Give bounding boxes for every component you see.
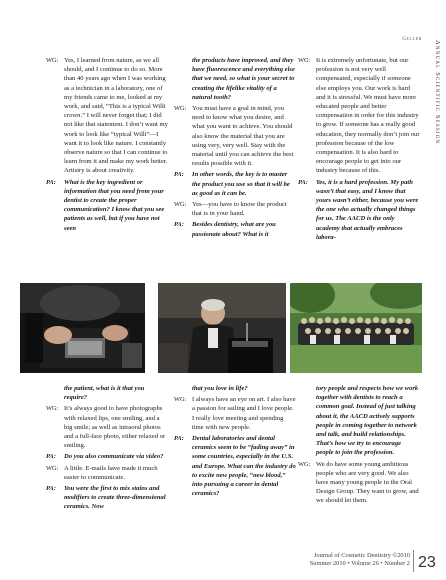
entry-text: that you love in life? xyxy=(192,385,248,392)
interview-entry xyxy=(174,56,296,102)
entry-text: You must have a goal in mind, you need to know what you desire, and what you want to achieve. You should also know the material that you are using very, very well. Stay with the material until you can achieve the best results possible with it. xyxy=(192,105,294,168)
entry-text: Yes, it is a hard profession. My path wasn’t that easy, and I know that yours wasn’t either, because you were the one who actually changed things for us. The AACD is the only academy that actually embraces labora- xyxy=(316,178,419,241)
entry-text: Yes—you have to know the product that is in your hand. xyxy=(192,201,287,218)
speaker-label xyxy=(174,56,192,102)
top-column-3 xyxy=(298,56,420,242)
interview-entry xyxy=(46,464,168,482)
footer-issue: Summer 2010 • Volume 26 • Number 2 xyxy=(309,560,410,568)
interview-entry xyxy=(174,170,296,198)
entry-text: Dental laboratories and dental ceramics seem to be “fading away” in some countries, especially in the U.S. and Europe. What can the industry do to excite new people, “new blood,” into pursuing a career in dental ceramics? xyxy=(192,435,296,498)
speaker-label: WG: xyxy=(46,405,59,413)
entry-text: Do you also communicate via video? xyxy=(64,453,164,461)
page-number: 23 xyxy=(418,554,436,571)
speaker-label: PA: xyxy=(174,435,184,443)
bottom-column-2 xyxy=(174,384,296,498)
entry-text: What is the key ingredient or information that you need from your dentist to create the proper communication? I know that you see patients as well, but if you have not seen xyxy=(64,178,165,232)
entry-text: Yes, I learned from nature, as we all should, and I continue to do so. More than 40 years ago when I was working as a technician in a laboratory, one of my friends came to me, looked at my work, and said, “This is a typical Willi crown.” I will never forget that; I did not like that statement. I don’t want my work to look like “typical Willi”—I want it to look like nature. I constantly observe nature so that I can continue to learn from it and make my work better. Artistry is about creativity. xyxy=(64,57,168,175)
speaker-label: WG: xyxy=(46,57,59,64)
interview-entry xyxy=(174,395,296,432)
interview-entry xyxy=(174,220,296,238)
speaker-label: WG: xyxy=(298,57,311,64)
entry-text: We do have some young ambitious people who are very good. We also have many young people in the Oral Design Group. They want to grow, and we should let them. xyxy=(316,460,419,505)
vertical-section-title: Annual Scientific Session xyxy=(434,40,441,145)
footer-journal: Journal of Cosmetic Dentistry ©2010 xyxy=(313,552,410,559)
speaker-label: PA: xyxy=(46,178,56,186)
speaker-label: WG: xyxy=(46,464,59,472)
speaker-label: PA: xyxy=(46,453,56,461)
running-head: Geller xyxy=(402,37,422,42)
interview-entry xyxy=(46,404,168,450)
speaker-label: WG: xyxy=(174,201,187,209)
speaker-label xyxy=(298,384,316,458)
bottom-column-3 xyxy=(298,384,420,506)
speaker-label: PA: xyxy=(298,178,308,186)
speaker-label xyxy=(174,384,192,393)
speaker-label: WG: xyxy=(298,460,311,468)
top-column-1 xyxy=(46,56,168,233)
entry-text: I always have an eye on art. I also have a passion for sailing and I love people. I really love meeting and spending time with new people. xyxy=(192,396,296,431)
interview-entry xyxy=(298,178,420,242)
entry-text: Besides dentistry, what are you passionate about? What is it xyxy=(192,221,276,238)
interview-entry xyxy=(174,434,296,498)
interview-entry xyxy=(46,384,168,402)
speaker-label: PA: xyxy=(174,171,184,179)
entry-text: A little. E-mails have made it much easier to communicate. xyxy=(64,464,158,481)
bottom-column-1 xyxy=(46,384,168,512)
interview-entry xyxy=(174,200,296,218)
interview-entry xyxy=(46,484,168,512)
interview-entry xyxy=(298,460,420,506)
entry-text: the products have improved, and they have fluorescence and everything else that we need, so what is your secret to creating the lifelike vitality of a natural tooth? xyxy=(192,57,295,101)
interview-entry xyxy=(46,452,168,461)
speaker-label xyxy=(46,384,64,402)
speaker-label: PA: xyxy=(174,221,184,229)
interview-entry xyxy=(174,384,296,393)
photo-presenter-podium xyxy=(158,283,286,373)
interview-entry xyxy=(46,56,168,176)
footer xyxy=(280,552,410,569)
speaker-label: WG: xyxy=(174,105,187,113)
interview-entry xyxy=(298,56,420,176)
photo-group-outdoors xyxy=(290,283,422,373)
entry-text: the patient, what is it that you require? xyxy=(64,385,145,402)
interview-entry xyxy=(174,104,296,168)
entry-text: It is extremely unfortunate, but our profession is not very well compensated, especially if someone else employs you. Our work is hard and it is stressful. We must have more educated people and better compensation in order for this industry to grow. If someone has a really good education, they normally don’t join our profession because of the low compensation. It is also hard to encourage people to get into our industry because of this. xyxy=(316,57,420,175)
photo-lecture-hands xyxy=(20,283,145,373)
entry-text: You were the first to mix stains and modifiers to create three-dimensional ceramics. Now xyxy=(64,485,166,511)
interview-entry xyxy=(46,178,168,233)
entry-text: It’s always good to have photographs with relaxed lips, one smiling, and a big smile; as well as intraoral photos and a full-face photo, either relaxed or smiling. xyxy=(64,405,166,450)
footer-divider xyxy=(413,550,414,572)
entry-text: tory people and respects how we work together with dentists to reach a common goal. Instead of just talking about it, the AACD actively supports people in coming together to network and talk, and build relationships. That’s how we try to encourage people to join the profession. xyxy=(316,385,419,457)
speaker-label: WG: xyxy=(174,396,187,404)
interview-entry xyxy=(298,384,420,458)
speaker-label: PA: xyxy=(46,485,56,493)
entry-text: In other words, the key is to master the product you use so that it will be as good as it can be. xyxy=(192,171,290,197)
top-column-2 xyxy=(174,56,296,239)
